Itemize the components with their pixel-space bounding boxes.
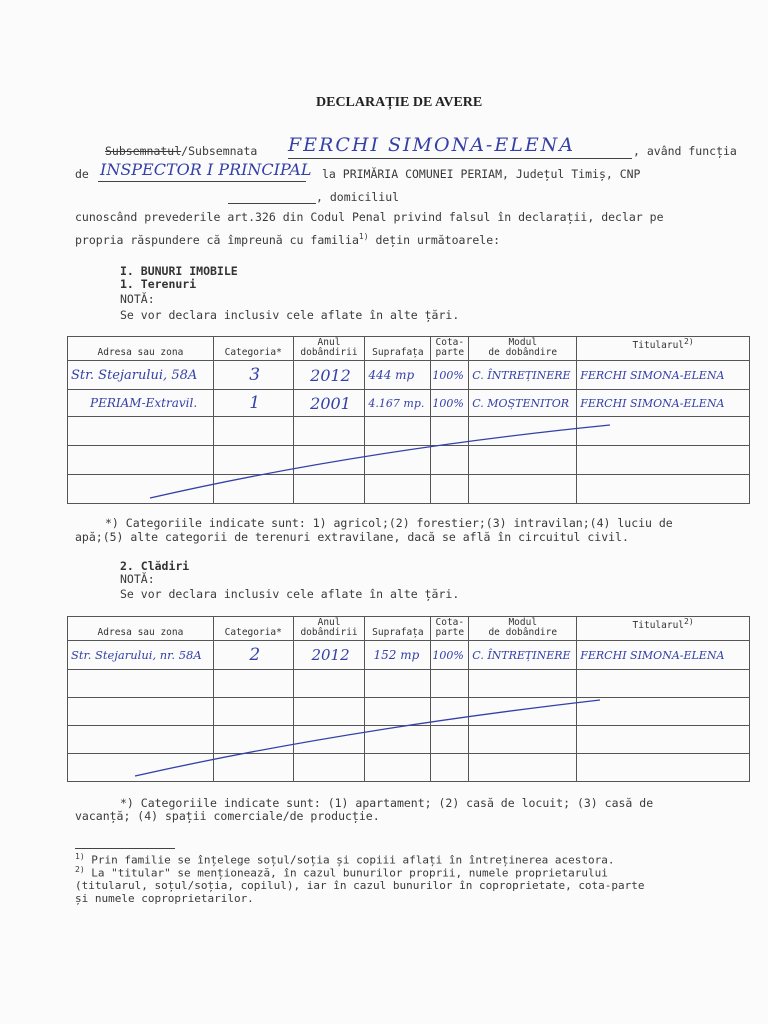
de-label: de — [75, 167, 89, 181]
cell-cota: 100% — [431, 641, 469, 670]
header-titularul: Titularul$^{2)}$ — [577, 337, 750, 361]
note-text-1: Se vor declara inclusiv cele aflate în alte țări. — [120, 308, 460, 322]
note-text-2: Se vor declara inclusiv cele aflate în alte țări. — [120, 587, 460, 601]
subsemnata-label: /Subsemnata — [181, 144, 258, 158]
cell-anul: 2001 — [293, 390, 365, 417]
cell-categoria: 2 — [213, 641, 293, 670]
declarant-name: FERCHI SIMONA-ELENA — [288, 134, 576, 156]
intro-family: propria răspundere că împreună cu familia$^{1)}$ dețin următoarele: — [75, 232, 501, 247]
header-cota: Cota- parte — [431, 617, 469, 641]
cell-suprafata: 152 mp — [365, 641, 431, 670]
header-adresa: Adresa sau zona — [68, 617, 214, 641]
nota-label-1: NOTĂ: — [120, 292, 155, 306]
header-suprafata: Suprafața — [365, 617, 431, 641]
intro-declaration: cunoscând prevederile art.326 din Codul Penal privind falsul în declarații, declar pe — [75, 210, 664, 224]
header-anul: Anul dobândirii — [293, 617, 365, 641]
footnote-terenuri-2: apă;(5) alte categorii de terenuri extravilane, dacă se află în circuitul civil. — [75, 530, 629, 544]
footnote-1: $^{1)}$ Prin familie se înțelege soțul/soția și copiii aflați în întreținerea acestora. — [75, 852, 615, 867]
header-categoria: Categoria* — [213, 337, 293, 361]
footnote-separator — [75, 848, 175, 849]
subsection-terenuri: 1. Terenuri — [120, 277, 197, 291]
footnote-2b: (titularul, soțul/soția, copilul), iar în cazul bunurilor în coproprietate, cota-parte — [75, 879, 645, 892]
function-value: INSPECTOR I PRINCIPAL — [100, 160, 312, 179]
header-titularul: Titularul$^{2)}$ — [577, 617, 750, 641]
footnote-terenuri-1: *) Categoriile indicate sunt: 1) agricol;(2) forestier;(3) intravilan;(4) luciu de — [105, 516, 673, 530]
header-cota: Cota- parte — [431, 337, 469, 361]
cell-anul: 2012 — [293, 641, 365, 670]
cell-modul: C. MOȘTENITOR — [469, 390, 577, 417]
header-modul: Modul de dobândire — [469, 617, 577, 641]
cell-titular: FERCHI SIMONA-ELENA — [577, 390, 750, 417]
avand-functia-label: , având funcția — [633, 144, 737, 158]
section-heading-bunuri-imobile: I. BUNURI IMOBILE — [120, 264, 238, 278]
subsection-cladiri: 2. Clădiri — [120, 559, 190, 573]
header-anul: Anul dobândirii — [293, 337, 365, 361]
cell-categoria: 3 — [213, 361, 293, 390]
subsemnatul-struck: Subsemnatul — [105, 144, 182, 158]
cell-adresa: PERIAM-Extravil. — [68, 390, 214, 417]
cell-cota: 100% — [431, 361, 469, 390]
footnote-cladiri-2: vacanță; (4) spații comerciale/de producție. — [75, 809, 380, 823]
footnote-2a: $^{2)}$ La "titular" se menționează, în cazul bunurilor proprii, numele proprietarului — [75, 865, 608, 880]
header-categoria: Categoria* — [213, 617, 293, 641]
cell-titular: FERCHI SIMONA-ELENA — [577, 361, 750, 390]
cell-categoria: 1 — [213, 390, 293, 417]
cell-cota: 100% — [431, 390, 469, 417]
cell-adresa: Str. Stejarului, nr. 58A — [68, 641, 214, 670]
domiciliul-label: , domiciliul — [316, 190, 400, 204]
footnote-2c: și numele coproprietarilor. — [75, 892, 254, 905]
cell-titular: FERCHI SIMONA-ELENA — [577, 641, 750, 670]
cell-suprafata: 4.167 mp. — [365, 390, 431, 417]
header-adresa: Adresa sau zona — [68, 337, 214, 361]
nota-label-2: NOTĂ: — [120, 572, 155, 586]
header-modul: Modul de dobândire — [469, 337, 577, 361]
cancel-stroke-line — [135, 700, 600, 776]
cell-anul: 2012 — [293, 361, 365, 390]
institution-label: la PRIMĂRIA COMUNEI PERIAM, Județul Timiș, CNP — [322, 167, 641, 181]
cell-modul: C. ÎNTREȚINERE — [469, 641, 577, 670]
cell-modul: C. ÎNTREȚINERE — [469, 361, 577, 390]
header-suprafata: Suprafața — [365, 337, 431, 361]
document-title: DECLARAȚIE DE AVERE — [316, 95, 483, 110]
cell-suprafata: 444 mp — [365, 361, 431, 390]
cell-adresa: Str. Stejarului, 58A — [68, 361, 214, 390]
footnote-cladiri-1: *) Categoriile indicate sunt: (1) apartament; (2) casă de locuit; (3) casă de — [120, 796, 654, 810]
